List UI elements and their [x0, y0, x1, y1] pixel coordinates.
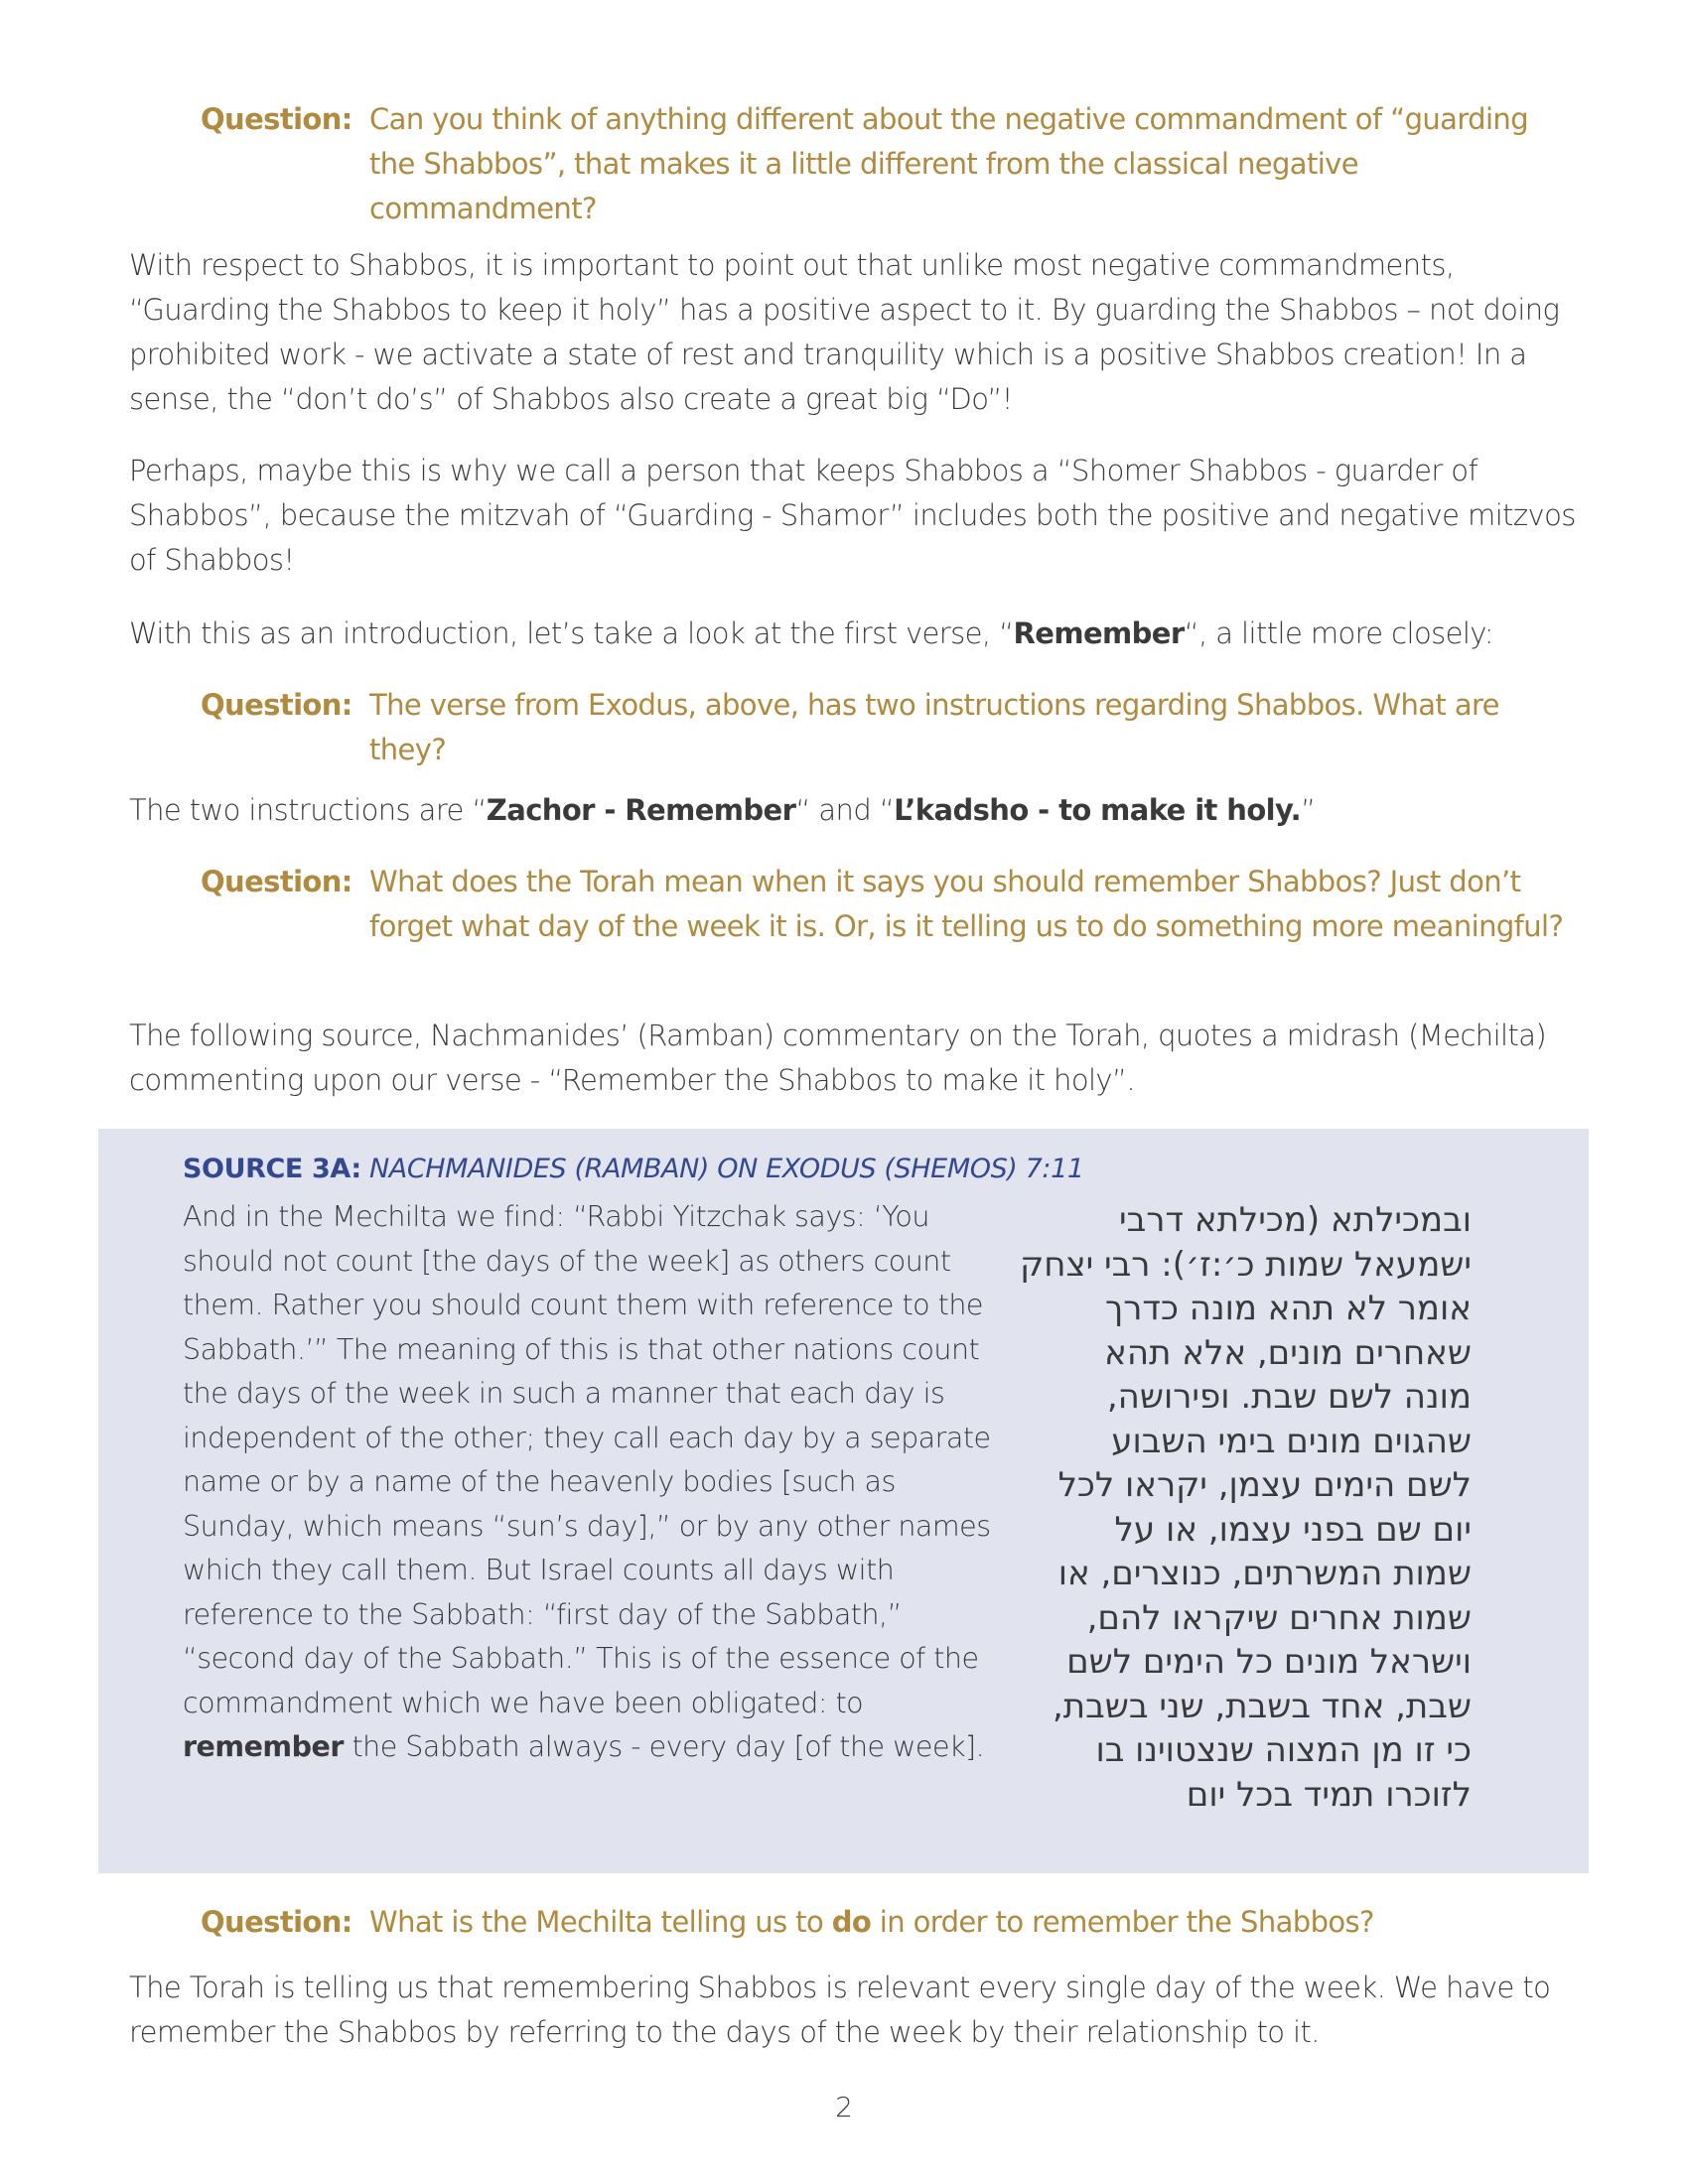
question-text-start: What is the Mechilta telling us to — [369, 1905, 832, 1939]
intro-text: With this as an introduction, let’s take a look at the first verse, “ — [129, 616, 1014, 650]
paragraph-positive-aspect: With respect to Shabbos, it is important to point out that unlike most negative commandments, “Guarding the Shabbos to keep it holy” has a positive aspect to it. By guarding the Shabbos – not doing prohibited work - we activate a state of rest and tranquility which is a positive Shabbos creation! In a sense, the “don’t do’s” of Shabbos also create a great big “Do”! — [129, 248, 1560, 416]
paragraph-source-intro: The following source, Nachmanides’ (Ramban) commentary on the Torah, quotes a midrash (Mechilta) commenting upon our verse - “Remember the Shabbos to make it holy”. — [129, 1019, 1547, 1097]
question-1 — [201, 97, 1571, 231]
question-text-end: in order to remember the Shabbos? — [871, 1905, 1374, 1939]
instructions-text-middle: “ and “ — [795, 793, 895, 827]
question-label: Question: — [201, 865, 352, 898]
page-number: 2 — [835, 2091, 853, 2123]
source-label: SOURCE 3A: — [183, 1154, 361, 1184]
question-text — [369, 1900, 1571, 1945]
hebrew-line: שבת, אחד בשבת, שני בשבת, — [1052, 1686, 1472, 1726]
source-title: NACHMANIDES (RAMBAN) ON EXODUS (SHEMOS) 7:11 — [360, 1154, 1084, 1184]
question-bold-do: do — [831, 1905, 872, 1939]
source-english-bold-remember: remember — [183, 1730, 344, 1763]
hebrew-line: שהגוים מונים בימי השבוע — [1111, 1421, 1472, 1461]
question-text: What does the Torah mean when it says you should remember Shabbos? Just don’t forget what day of the week it is. Or, is it telling us to do something more meaningful? — [369, 865, 1564, 943]
hebrew-line: ובמכילתא (מכילתא דרבי — [1119, 1200, 1472, 1240]
hebrew-line: יום שם בפני עצמו, או על — [1114, 1509, 1472, 1550]
question-4 — [201, 1900, 1571, 1945]
hebrew-line: לשם הימים עצמן, יקראו לכל — [1057, 1465, 1472, 1505]
question-label: Question: — [201, 102, 352, 136]
paragraph-two-instructions — [129, 788, 1579, 833]
question-label: Question: — [201, 1905, 352, 1939]
paragraph-introduction — [129, 612, 1579, 656]
source-hebrew-text — [993, 1198, 1472, 1817]
hebrew-line: שאחרים מונים, אלא תהא — [1104, 1332, 1472, 1373]
source-heading — [183, 1154, 1084, 1184]
question-2 — [201, 683, 1571, 772]
source-english-end: the Sabbath always - every day [of the week]. — [343, 1730, 985, 1763]
question-text: The verse from Exodus, above, has two instructions regarding Shabbos. What are they? — [369, 688, 1499, 766]
source-english-text — [183, 1195, 1007, 1770]
hebrew-line: לזוכרו תמיד בכל יום — [1186, 1774, 1472, 1815]
question-label: Question: — [201, 688, 352, 722]
hebrew-line: שמות המשרתים, כנוצרים, או — [1057, 1554, 1472, 1593]
instructions-text-after: ” — [1301, 793, 1316, 827]
paragraph-shomer-shabbos: Perhaps, maybe this is why we call a person that keeps Shabbos a “Shomer Shabbos - guarder of Shabbos”, because the mitzvah of “Guarding - Shamor” includes both the positive and negative mitzvos of Shabbos! — [129, 454, 1576, 577]
hebrew-line: שמות אחרים שיקראו להם, — [1086, 1597, 1472, 1638]
hebrew-line: ישמעאל שמות כ׳:ז׳): רבי יצחק — [1020, 1244, 1472, 1285]
hebrew-line: כי זו מן המצוה שנצטוינו בו — [1095, 1730, 1472, 1770]
hebrew-line: אומר לא תהא מונה כדרך — [1104, 1289, 1472, 1328]
intro-bold-remember: Remember — [1013, 616, 1185, 650]
intro-text-after: “, a little more closely: — [1184, 616, 1493, 650]
instructions-bold-zachor: Zachor - Remember — [486, 793, 796, 827]
question-text: Can you think of anything different about the negative commandment of “guarding the Shabbos”, that makes it a little different from the classical negative commandment? — [369, 102, 1529, 225]
question-3 — [201, 860, 1581, 949]
instructions-text: The two instructions are “ — [129, 793, 487, 827]
paragraph-conclusion: The Torah is telling us that remembering Shabbos is relevant every single day of the week. We have to remember the Shabbos by referring to the days of the week by their relationship to it. — [129, 1971, 1551, 2049]
hebrew-line: וישראל מונים כל הימים לשם — [1066, 1642, 1472, 1682]
hebrew-line: מונה לשם שבת. ופירושה, — [1106, 1377, 1472, 1417]
instructions-bold-lkadsho: L’kadsho - to make it holy. — [894, 793, 1302, 827]
source-english-body: And in the Mechilta we find: “Rabbi Yitzchak says: ‘You should not count [the days of the week] as others count them. Rather you should count them with reference to the Sabbath.’” The meaning of this is that other nations count the days of the week in such a manner that each day is independent of the other; they call each day by a separate name or by a name of the heavenly bodies [such as Sunday, which means “sun’s day],” or by any other names which they call them. But Israel counts all days with reference to the Sabbath: “first day of the Sabbath,” “second day of the Sabbath.” This is of the essence of the commandment which we have been obligated: to — [183, 1200, 991, 1719]
